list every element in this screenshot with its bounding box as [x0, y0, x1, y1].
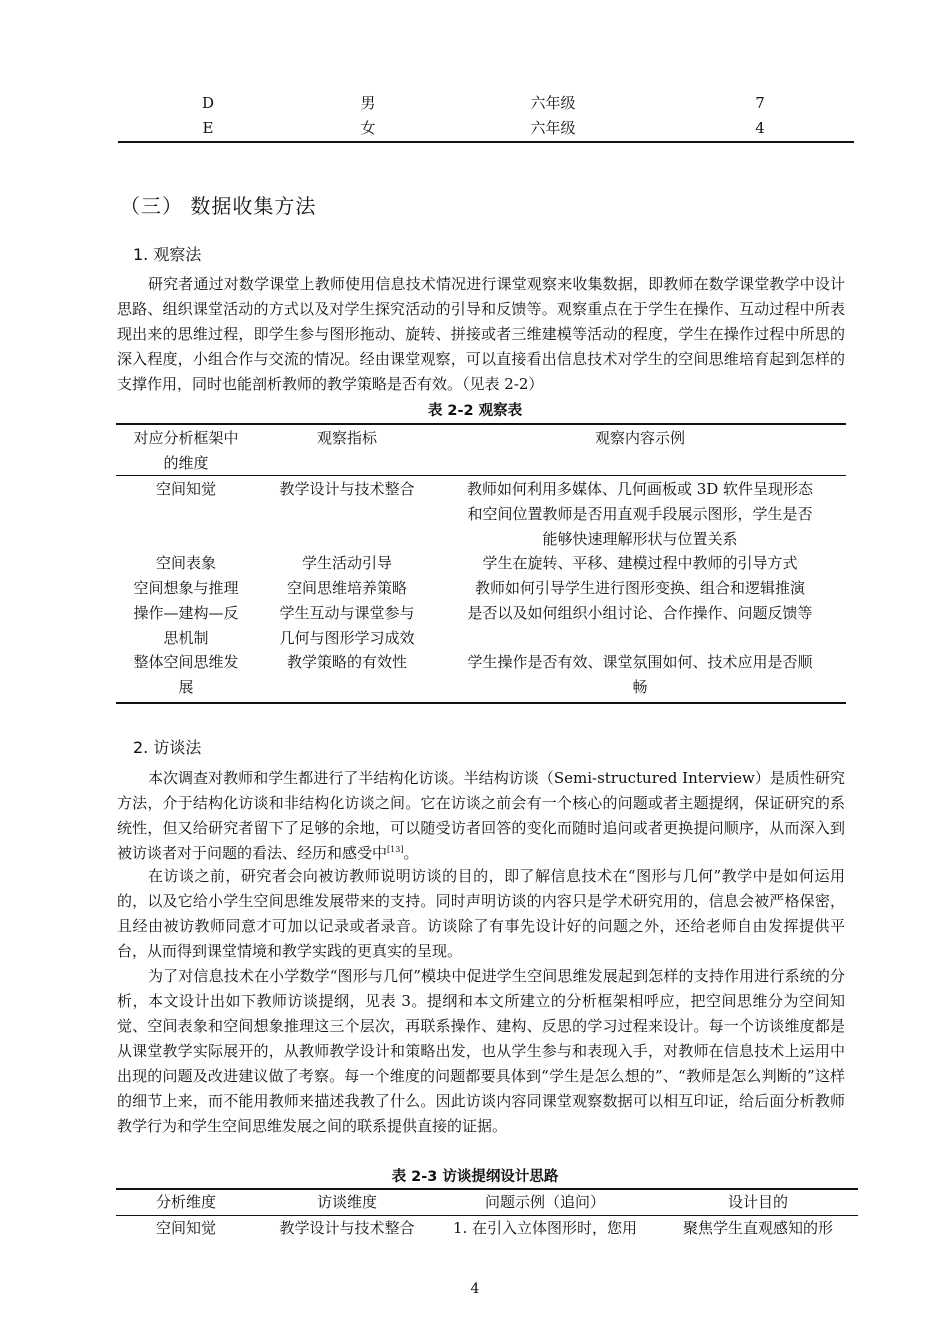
page-number: 4 — [470, 1281, 480, 1297]
table1-r1-c2: 男 — [360, 94, 376, 112]
table3-r1-interview: 教学设计与技术整合 — [279, 1219, 415, 1237]
interview-paragraph-1-text: 本次调查对教师和学生都进行了半结构化访谈。半结构访谈（Semi-structured Interview）是质性研究方法，介于结构化访谈和非结构化访谈之间。它在访谈之前会有一个核心的问题或者主题提纲，保证研究的系统性，但又给研究者留下了足够的余地，可以随受访者回答的变化而随时追问或者更换提问顺序，从而深入到被访谈者对于问题的看法、经历和感受中 — [117, 769, 845, 862]
table2-r1-dimension: 空间知觉 — [155, 480, 216, 498]
table2-header-indicator: 观察指标 — [316, 429, 377, 447]
table1-r2-c1: E — [202, 119, 214, 137]
table2-header-dimension-line2: 的维度 — [163, 454, 209, 472]
table2-r3-content: 教师如何引导学生进行图形变换、组合和逻辑推演 — [474, 579, 805, 597]
table2-r2-content: 学生在旋转、平移、建模过程中教师的引导方式 — [482, 554, 798, 572]
table1-r2-c2: 女 — [360, 119, 376, 137]
table2-r5-indicator: 教学策略的有效性 — [286, 653, 407, 671]
table2-r4-dimension-line2: 思机制 — [163, 629, 209, 647]
table2-r4-dimension-line1: 操作—建构—反 — [133, 604, 239, 622]
table3-header-purpose: 设计目的 — [727, 1193, 788, 1211]
table2-r1-content-line2: 和空间位置教师是否用直观手段展示图形，学生是否 — [467, 505, 813, 523]
section-heading: （三） 数据收集方法 — [120, 194, 317, 218]
table1-r1-c1: D — [201, 94, 215, 112]
subsection-interview-heading: 2. 访谈法 — [133, 738, 202, 757]
table2-header-content: 观察内容示例 — [594, 429, 685, 447]
table2-r4-content: 是否以及如何组织小组讨论、合作操作、问题反馈等 — [467, 604, 813, 622]
table1-r2-c3: 六年级 — [530, 119, 576, 137]
citation-ref: [13] — [387, 845, 404, 854]
table3-r1-question: 1. 在引入立体图形时，您用 — [452, 1219, 638, 1237]
table2-r2-dimension: 空间表象 — [155, 554, 216, 572]
table3-header-interview: 访谈维度 — [316, 1193, 377, 1211]
table2-r1-content-line1: 教师如何利用多媒体、几何画板或 3D 软件呈现形态 — [466, 480, 814, 498]
table2-r1-content-line3: 能够快速理解形状与位置关系 — [542, 530, 738, 548]
table1-bottom-rule — [118, 141, 854, 143]
table2-r3-dimension: 空间想象与推理 — [133, 579, 239, 597]
table2-top-rule — [116, 423, 846, 425]
subsection-observation-heading: 1. 观察法 — [133, 245, 202, 264]
table1-r1-c4: 7 — [755, 94, 765, 112]
table2-caption: 表 2-2 观察表 — [427, 403, 523, 419]
table2-r4-indicator-line2: 几何与图形学习成效 — [279, 629, 415, 647]
table3-header-analysis: 分析维度 — [155, 1193, 216, 1211]
table2-r4-indicator-line1: 学生互动与课堂参与 — [279, 604, 415, 622]
table2-r5-dimension-line1: 整体空间思维发 — [133, 653, 239, 671]
table3-r1-purpose: 聚焦学生直观感知的形 — [682, 1219, 833, 1237]
table2-bottom-rule — [116, 702, 846, 704]
table2-r1-indicator: 教学设计与技术整合 — [279, 480, 415, 498]
table2-header-rule — [116, 475, 846, 476]
table3-r1-analysis: 空间知觉 — [155, 1219, 216, 1237]
interview-paragraph-3: 为了对信息技术在小学数学“图形与几何”模块中促进学生空间思维发展起到怎样的支持作用进行系统的分析，本文设计出如下教师访谈提纲，见表 3。提纲和本文所建立的分析框架相呼应，把空间思维分为空间知觉、空间表象和空间想象推理这三个层次，再联系操作、建构、反思的学习过程来设计。每一个访谈维度都是从课堂教学实际展开的，从教师教学设计和策略出发，也从学生参与和表现入手，对教师在信息技术上运用中出现的问题及改进建议做了考察。每一个维度的问题都要具体到“学生是怎么想的”、“教师是怎么判断的”这样的细节上来，而不能用教师来描述我教了什么。因此访谈内容同课堂观察数据可以相互印证，给后面分析教师教学行为和学生空间思维发展之间的联系提供直接的证据。 — [117, 967, 845, 1135]
interview-paragraph-1-end: 。 — [403, 844, 419, 862]
table1-r1-c3: 六年级 — [530, 94, 576, 112]
interview-paragraph-2: 在访谈之前，研究者会向被访教师说明访谈的目的，即了解信息技术在“图形与几何”教学中是如何运用的，以及它给小学生空间思维发展带来的支持。同时声明访谈的内容只是学术研究用的，信息会被严格保密，且经由被访教师同意才可加以记录或者录音。访谈除了有事先设计好的问题之外，还给老师自由发挥提供平台，从而得到课堂情境和教学实践的更真实的呈现。 — [117, 867, 845, 960]
table2-r2-indicator: 学生活动引导 — [301, 554, 392, 572]
table2-header-dimension-line1: 对应分析框架中 — [133, 429, 239, 447]
table2-r5-content-line2: 畅 — [632, 678, 648, 696]
table2-r3-indicator: 空间思维培养策略 — [286, 579, 407, 597]
table3-caption: 表 2-3 访谈提纲设计思路 — [391, 1169, 559, 1185]
table3-header-question: 问题示例（追问） — [484, 1193, 605, 1211]
table2-r5-dimension-line2: 展 — [178, 678, 194, 696]
interview-paragraph-1 — [117, 766, 845, 866]
table2-r5-content-line1: 学生操作是否有效、课堂氛围如何、技术应用是否顺 — [467, 653, 813, 671]
table1-r2-c4: 4 — [755, 119, 765, 137]
observation-paragraph: 研究者通过对数学课堂上教师使用信息技术情况进行课堂观察来收集数据，即教师在数学课堂教学中设计思路、组织课堂活动的方式以及对学生探究活动的引导和反馈等。观察重点在于学生在操作、互动过程中所表现出来的思维过程，即学生参与图形拖动、旋转、拼接或者三维建模等活动的程度，学生在操作过程中所思的深入程度，小组合作与交流的情况。经由课堂观察，可以直接看出信息技术对学生的空间思维培育起到怎样的支撑作用，同时也能剖析教师的教学策略是否有效。（见表 2-2） — [117, 275, 845, 393]
